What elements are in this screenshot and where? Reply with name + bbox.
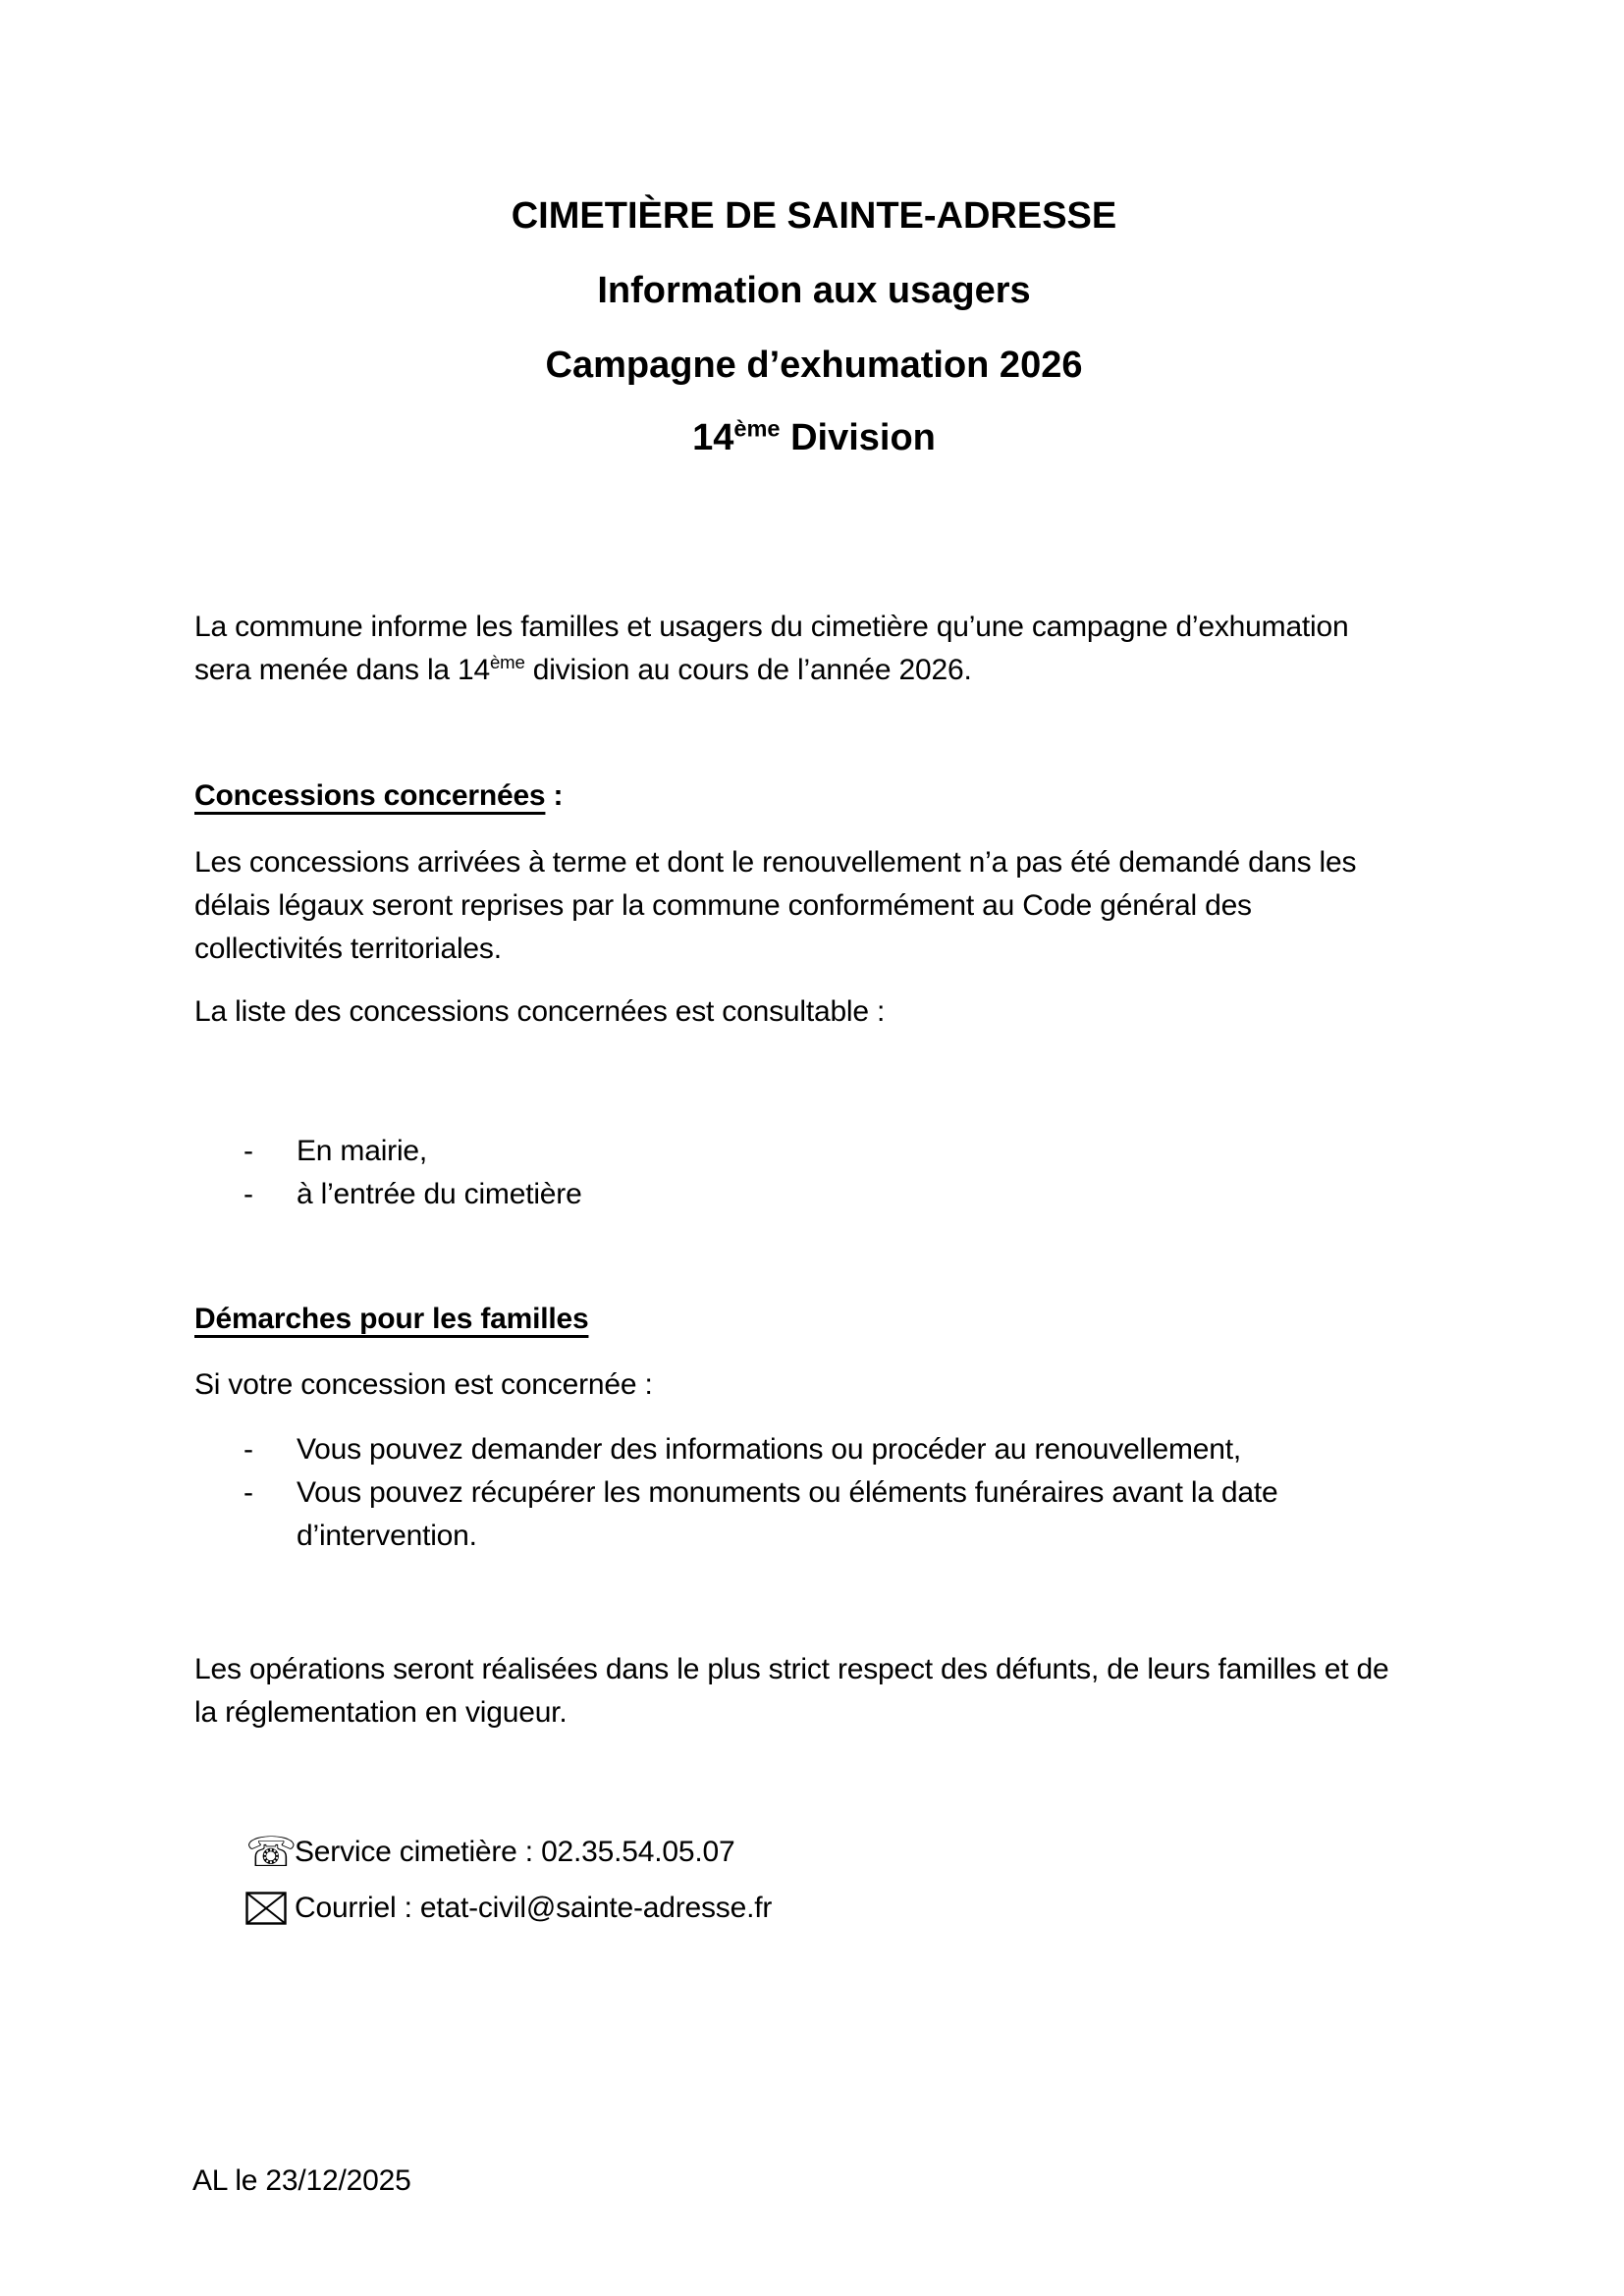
footer-note: AL le 23/12/2025 [192, 2164, 411, 2197]
closing-line-1: Les opérations seront réalisées dans le plus strict respect des défunts, de leurs familles et de [194, 1653, 1389, 1685]
ordinal-superscript: ème [733, 415, 781, 442]
consultable-paragraph: La liste des concessions concernées est consultable : [194, 995, 886, 1028]
section-heading-concessions [194, 774, 1434, 818]
telephone-icon: ☏ [245, 1828, 298, 1876]
heading-colon: : [545, 779, 564, 812]
phone-contact-text: Service cimetière : 02.35.54.05.07 [295, 1836, 735, 1868]
demarches-intro-paragraph: Si votre concession est concernée : [194, 1368, 653, 1401]
intro-paragraph [194, 606, 1434, 692]
intro-line-1: La commune informe les familles et usagers du cimetière qu’une campagne d’exhumation [194, 611, 1349, 643]
contact-block [194, 1824, 1434, 1936]
ordinal-superscript: ème [490, 652, 525, 672]
concessions-line-1: Les concessions arrivées à terme et dont le renouvellement n’a pas été demandé dans les [194, 846, 1357, 879]
list-item-text: à l’entrée du cimetière [297, 1178, 582, 1210]
division-number: 14 [692, 417, 734, 458]
doc-title-line3: Campagne d’exhumation 2026 [545, 345, 1083, 386]
doc-title-line4 [194, 415, 1434, 458]
email-contact-text: Courriel : etat-civil@sainte-adresse.fr [295, 1892, 773, 1924]
email-contact-row [194, 1880, 1434, 1936]
list-item-text [297, 1471, 1278, 1558]
list-item [194, 1471, 1434, 1558]
heading-underlined-text: Concessions concernées [194, 779, 546, 812]
doc-title-line2: Information aux usagers [597, 270, 1031, 311]
list-item-line-2: d’intervention. [297, 1520, 477, 1552]
division-word: Division [780, 417, 936, 458]
intro-line-2 [194, 649, 1434, 692]
closing-paragraph [194, 1648, 1434, 1735]
list-item [194, 1130, 1434, 1173]
concessions-line-2: délais légaux seront reprises par la commune conformément au Code général des [194, 889, 1252, 922]
dash-bullet: - [244, 1433, 253, 1466]
list-item-text: Vous pouvez demander des informations ou procéder au renouvellement, [297, 1433, 1242, 1466]
dash-bullet: - [244, 1135, 253, 1167]
family-options-list [194, 1428, 1434, 1558]
heading-underlined-text: Démarches pour les familles [194, 1303, 589, 1335]
consultable-locations-list [194, 1130, 1434, 1216]
document-content [194, 0, 1434, 1936]
dash-bullet: - [244, 1178, 253, 1210]
intro-line-2-post: division au cours de l’année 2026. [524, 654, 972, 686]
dash-bullet: - [244, 1476, 253, 1509]
phone-contact-row [194, 1824, 1434, 1880]
list-item-text: En mairie, [297, 1135, 428, 1167]
closing-line-2: la réglementation en vigueur. [194, 1696, 568, 1729]
concessions-paragraph [194, 841, 1434, 971]
concessions-line-3: collectivités territoriales. [194, 933, 502, 965]
list-item-line-1: Vous pouvez récupérer les monuments ou éléments funéraires avant la date [297, 1476, 1278, 1509]
envelope-icon [245, 1880, 295, 1925]
list-item [194, 1428, 1434, 1471]
intro-line-2-pre: sera menée dans la 14 [194, 654, 491, 686]
list-item [194, 1173, 1434, 1216]
section-heading-demarches [194, 1298, 1434, 1341]
doc-title-line1: CIMETIÈRE DE SAINTE-ADRESSE [511, 195, 1117, 237]
